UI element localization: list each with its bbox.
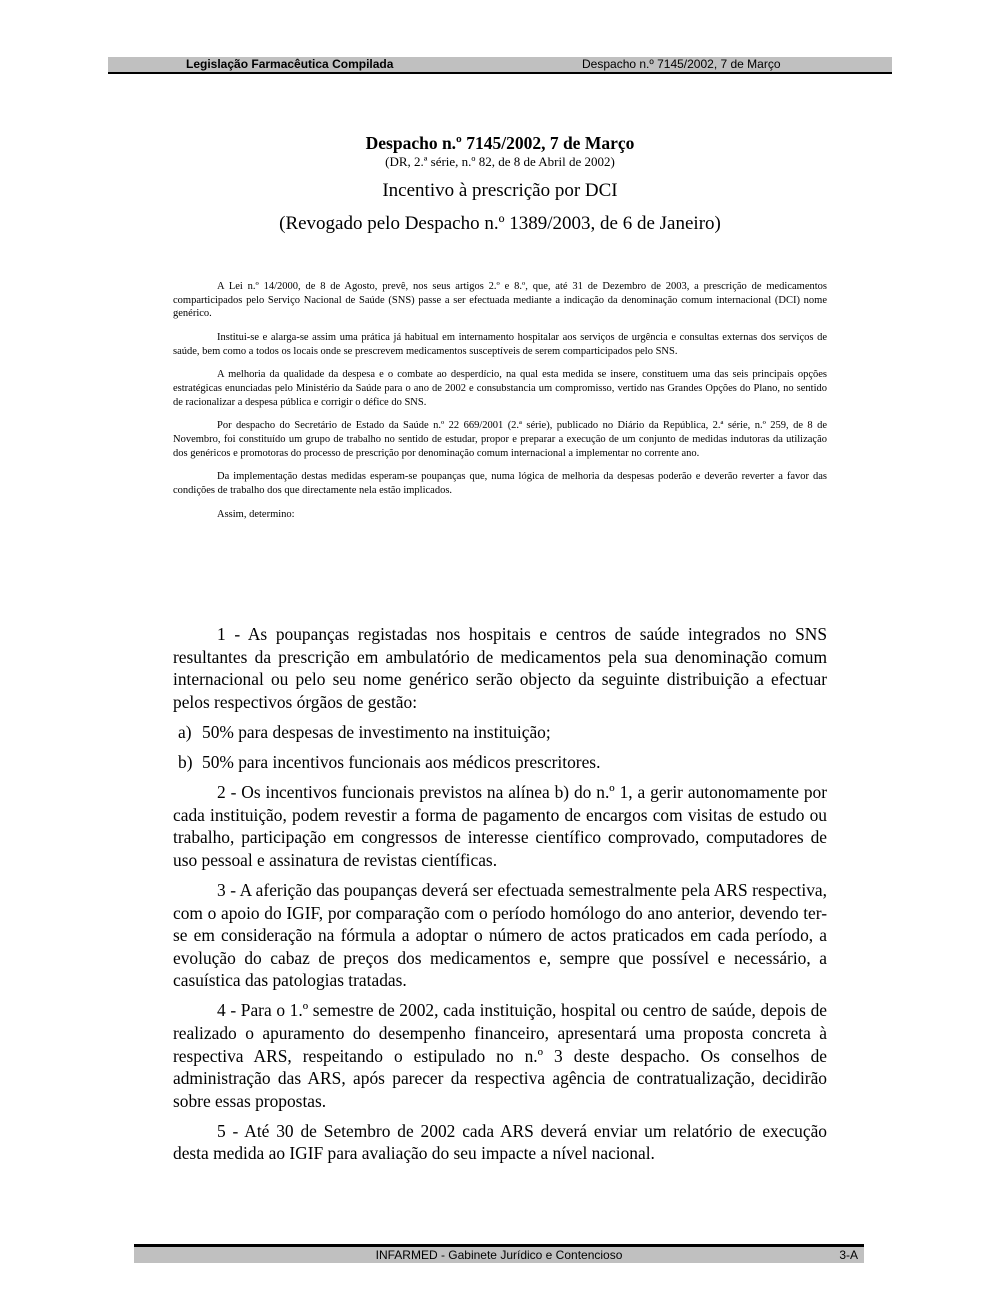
- header-document-reference: Despacho n.º 7145/2002, 7 de Março: [582, 57, 781, 71]
- item-label: a): [178, 721, 192, 742]
- document-heading: Incentivo à prescrição por DCI: [382, 180, 618, 201]
- preamble-paragraph: Da implementação destas medidas esperam-se poupanças que, numa lógica de melhoria da despesas poderão e deverão reverter a favor das condições de trabalho dos que directamente nela estão implicados.: [173, 471, 827, 496]
- article-4: 4 - Para o 1.º semestre de 2002, cada instituição, hospital ou centro de saúde, depois de realizado o apuramento do desempenho financeiro, apresentará uma proposta concreta à respectiva ARS, respeitando o estipulado no n.º 3 deste despacho. Os conselhos de administração das ARS, após parecer da respectiva agência de contratualização, decidirão sobre essas propostas.: [173, 1000, 827, 1111]
- article-5: 5 - Até 30 de Setembro de 2002 cada ARS deverá enviar um relatório de execução desta medida ao IGIF para avaliação do seu impacte a nível nacional.: [173, 1120, 827, 1164]
- preamble-paragraph: Assim, determino:: [217, 508, 295, 520]
- article-2: 2 - Os incentivos funcionais previstos na alínea b) do n.º 1, a gerir autonomamente por cada instituição, podem revestir a forma de pagamento de encargos com visitas de estudo ou trabalho, participação em congressos de interesse científico comprovado, computadores de uso pessoal e assinatura de revistas científicas.: [173, 782, 827, 870]
- item-text: 50% para despesas de investimento na instituição;: [202, 721, 551, 742]
- page-footer: [134, 1244, 864, 1263]
- article-1-item-b: [173, 751, 827, 774]
- article-1-item-a: [173, 721, 827, 744]
- preamble-paragraph: A Lei n.º 14/2000, de 8 de Agosto, prevê, nos seus artigos 2.º e 8.º, que, até 31 de Dezembro de 2003, a prescrição de medicamentos comparticipados pelo Serviço Nacional de Saúde (SNS) passe a ser efectuada mediante a indicação da denominação comum internacional (DCI) nome genérico.: [173, 281, 827, 320]
- page-number: 3-A: [839, 1248, 858, 1262]
- header-publication-title: Legislação Farmacêutica Compilada: [186, 57, 394, 71]
- item-text: 50% para incentivos funcionais aos médicos prescritores.: [202, 751, 601, 772]
- preamble-paragraph: Por despacho do Secretário de Estado da Saúde n.º 22 669/2001 (2.ª série), publicado no Diário da República, 2.ª série, n.º 259, de 8 de Novembro, foi constituído um grupo de trabalho no sentido de estudar, propor e preparar a execução de um conjunto de medidas indutoras da utilização dos genéricos e promotoras do processo de prescrição por denominação comum internacional a implementar no corrente ano.: [173, 420, 827, 459]
- preamble: [173, 280, 827, 531]
- revocation-note: (Revogado pelo Despacho n.º 1389/2003, de 6 de Janeiro): [279, 213, 721, 234]
- footer-organization: INFARMED - Gabinete Jurídico e Contencioso: [375, 1248, 623, 1262]
- document-subtitle: (DR, 2.ª série, n.º 82, de 8 de Abril de 2002): [385, 154, 615, 169]
- article-3: 3 - A aferição das poupanças deverá ser efectuada semestralmente pela ARS respectiva, com o apoio do IGIF, por comparação com o período homólogo do ano anterior, devendo ter-se em consideração na fórmula a adoptar o número de actos praticados em cada período, a evolução do cabaz de preços dos medicamentos e, sempre que possível e necessário, a casuística das patologias tratadas.: [173, 879, 827, 991]
- article-1: 1 - As poupanças registadas nos hospitais e centros de saúde integrados no SNS resultantes da prescrição em ambulatório de medicamentos pela sua denominação comum internacional ou pelo seu nome genérico serão objecto da seguinte distribuição a efectuar pelos respectivos órgãos de gestão:: [173, 624, 827, 712]
- document-title: Despacho n.º 7145/2002, 7 de Março: [365, 133, 635, 153]
- preamble-paragraph: A melhoria da qualidade da despesa e o combate ao desperdício, na qual esta medida se insere, constituem uma das seis principais opções estratégicas enunciadas pelo Ministério da Saúde para o ano de 2002 e consubstancia um compromisso, vertido nas Grandes Opções do Plano, no sentido de racionalizar a despesa pública e corrigir o défice do SNS.: [173, 369, 827, 408]
- item-label: b): [178, 751, 193, 772]
- page-header: [108, 57, 892, 74]
- preamble-paragraph: Institui-se e alarga-se assim uma prática já habitual em internamento hospitalar aos serviços de urgência e consultas externas dos serviços de saúde, bem como a todos os locais onde se prescrevem medicamentos susceptíveis de serem comparticipados pelo SNS.: [173, 331, 827, 357]
- articles: [173, 623, 827, 1173]
